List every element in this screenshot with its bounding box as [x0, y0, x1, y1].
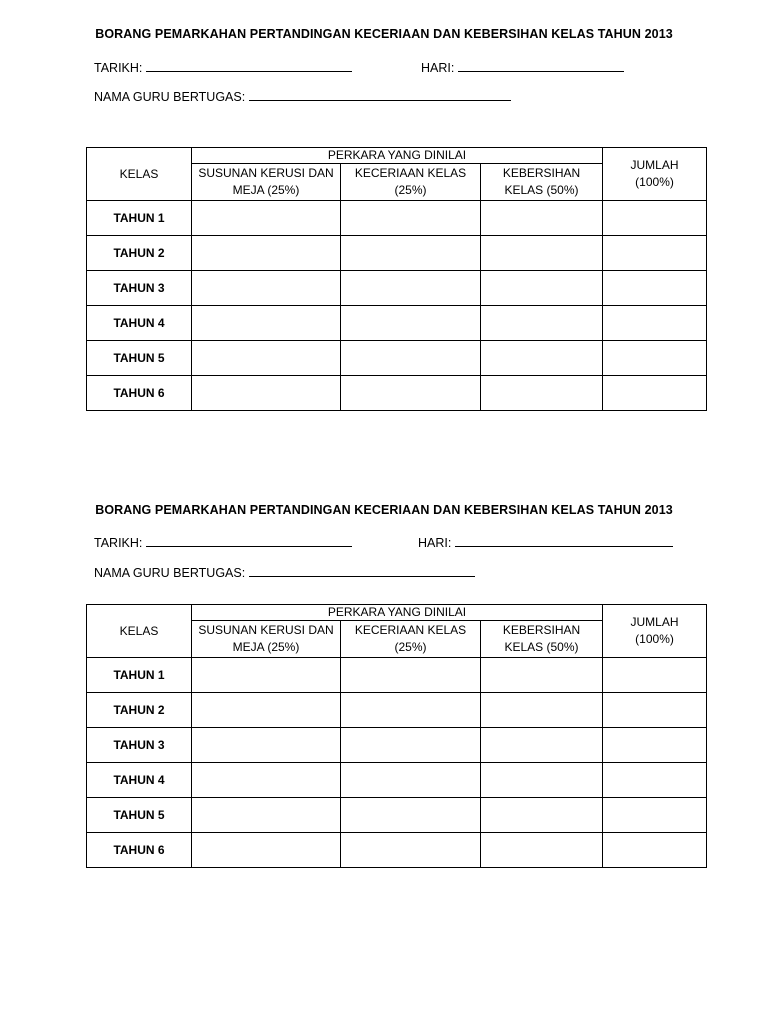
score-cell-susunan[interactable]: [192, 658, 341, 693]
row-label: TAHUN 3: [87, 728, 192, 763]
jumlah-header-line2: (100%): [635, 632, 674, 646]
score-cell-jumlah[interactable]: [603, 658, 707, 693]
table-row: [87, 833, 707, 868]
form-title: BORANG PEMARKAHAN PERTANDINGAN KECERIAAN DAN KEBERSIHAN KELAS TAHUN 2013: [95, 27, 673, 41]
tarikh-input-line[interactable]: [146, 60, 352, 72]
scoring-table: [86, 147, 707, 411]
score-cell-keceriaan[interactable]: [341, 798, 481, 833]
hari-label: HARI:: [421, 61, 455, 75]
jumlah-header-line2: (100%): [635, 175, 674, 189]
criteria-line2: (25%): [394, 640, 427, 654]
score-cell-keceriaan[interactable]: [341, 201, 481, 236]
kelas-header: KELAS: [87, 148, 192, 201]
score-cell-keceriaan[interactable]: [341, 763, 481, 798]
criteria-line2: MEJA (25%): [232, 640, 300, 654]
guru-label: NAMA GURU BERTUGAS:: [94, 90, 246, 104]
score-cell-kebersihan[interactable]: [481, 376, 603, 411]
row-label: TAHUN 2: [87, 236, 192, 271]
score-cell-jumlah[interactable]: [603, 763, 707, 798]
form-title: BORANG PEMARKAHAN PERTANDINGAN KECERIAAN DAN KEBERSIHAN KELAS TAHUN 2013: [95, 503, 673, 517]
table-row: [87, 693, 707, 728]
row-label: TAHUN 5: [87, 341, 192, 376]
score-cell-jumlah[interactable]: [603, 201, 707, 236]
score-cell-susunan[interactable]: [192, 271, 341, 306]
score-cell-keceriaan[interactable]: [341, 658, 481, 693]
row-label: TAHUN 5: [87, 798, 192, 833]
table-row: [87, 658, 707, 693]
hari-field: [421, 60, 624, 75]
jumlah-header: [603, 605, 707, 658]
row-label: TAHUN 6: [87, 833, 192, 868]
score-cell-jumlah[interactable]: [603, 728, 707, 763]
table-row: [87, 798, 707, 833]
score-cell-kebersihan[interactable]: [481, 833, 603, 868]
score-cell-jumlah[interactable]: [603, 798, 707, 833]
score-cell-kebersihan[interactable]: [481, 798, 603, 833]
criteria-line2: (25%): [394, 183, 427, 197]
scoring-form-2: [0, 476, 768, 956]
jumlah-header: [603, 148, 707, 201]
guru-input-line[interactable]: [249, 565, 475, 577]
criteria-line1: SUSUNAN KERUSI DAN: [198, 166, 334, 180]
score-cell-jumlah[interactable]: [603, 236, 707, 271]
hari-input-line[interactable]: [458, 60, 624, 72]
tarikh-field: [94, 535, 352, 550]
score-cell-susunan[interactable]: [192, 376, 341, 411]
table-row: [87, 201, 707, 236]
hari-field: [418, 535, 673, 550]
row-label: TAHUN 6: [87, 376, 192, 411]
score-cell-keceriaan[interactable]: [341, 376, 481, 411]
scoring-form-1: [0, 0, 768, 480]
criteria-header-kebersihan: [481, 164, 603, 201]
criteria-header-keceriaan: [341, 621, 481, 658]
score-cell-kebersihan[interactable]: [481, 693, 603, 728]
criteria-line1: SUSUNAN KERUSI DAN: [198, 623, 334, 637]
row-label: TAHUN 3: [87, 271, 192, 306]
criteria-line1: KECERIAAN KELAS: [354, 623, 467, 637]
criteria-line1: KEBERSIHAN: [502, 623, 581, 637]
table-row: [87, 728, 707, 763]
row-label: TAHUN 1: [87, 658, 192, 693]
score-cell-keceriaan[interactable]: [341, 306, 481, 341]
criteria-line1: KEBERSIHAN: [502, 166, 581, 180]
criteria-header-kebersihan: [481, 621, 603, 658]
tarikh-field: [94, 60, 352, 75]
score-cell-kebersihan[interactable]: [481, 271, 603, 306]
guru-input-line[interactable]: [249, 89, 511, 101]
table-row: [87, 271, 707, 306]
guru-label: NAMA GURU BERTUGAS:: [94, 566, 246, 580]
hari-input-line[interactable]: [455, 535, 673, 547]
score-cell-susunan[interactable]: [192, 693, 341, 728]
guru-field: [94, 89, 511, 104]
score-cell-kebersihan[interactable]: [481, 728, 603, 763]
score-cell-susunan[interactable]: [192, 798, 341, 833]
jumlah-header-line1: JUMLAH: [630, 158, 679, 172]
criteria-group-header: PERKARA YANG DINILAI: [192, 148, 603, 164]
score-cell-susunan[interactable]: [192, 306, 341, 341]
score-cell-kebersihan[interactable]: [481, 658, 603, 693]
score-cell-susunan[interactable]: [192, 201, 341, 236]
tarikh-input-line[interactable]: [146, 535, 352, 547]
score-cell-susunan[interactable]: [192, 341, 341, 376]
score-cell-jumlah[interactable]: [603, 341, 707, 376]
criteria-header-susunan: [192, 164, 341, 201]
row-label: TAHUN 4: [87, 306, 192, 341]
hari-label: HARI:: [418, 536, 452, 550]
score-cell-jumlah[interactable]: [603, 833, 707, 868]
table-row: [87, 341, 707, 376]
score-cell-keceriaan[interactable]: [341, 271, 481, 306]
score-cell-jumlah[interactable]: [603, 306, 707, 341]
score-cell-kebersihan[interactable]: [481, 236, 603, 271]
table-row: [87, 306, 707, 341]
scoring-table: [86, 604, 707, 868]
score-cell-jumlah[interactable]: [603, 271, 707, 306]
row-label: TAHUN 2: [87, 693, 192, 728]
score-cell-keceriaan[interactable]: [341, 693, 481, 728]
criteria-line2: KELAS (50%): [504, 183, 579, 197]
table-row: [87, 376, 707, 411]
criteria-header-susunan: [192, 621, 341, 658]
score-cell-jumlah[interactable]: [603, 693, 707, 728]
score-cell-susunan[interactable]: [192, 763, 341, 798]
row-label: TAHUN 4: [87, 763, 192, 798]
score-cell-kebersihan[interactable]: [481, 201, 603, 236]
jumlah-header-line1: JUMLAH: [630, 615, 679, 629]
criteria-line2: MEJA (25%): [232, 183, 300, 197]
score-cell-keceriaan[interactable]: [341, 728, 481, 763]
kelas-header: KELAS: [87, 605, 192, 658]
score-cell-keceriaan[interactable]: [341, 341, 481, 376]
tarikh-label: TARIKH:: [94, 61, 143, 75]
criteria-line2: KELAS (50%): [504, 640, 579, 654]
score-cell-kebersihan[interactable]: [481, 306, 603, 341]
score-cell-keceriaan[interactable]: [341, 236, 481, 271]
score-cell-susunan[interactable]: [192, 236, 341, 271]
table-row: [87, 236, 707, 271]
criteria-header-keceriaan: [341, 164, 481, 201]
criteria-group-header: PERKARA YANG DINILAI: [192, 605, 603, 621]
score-cell-susunan[interactable]: [192, 728, 341, 763]
score-cell-kebersihan[interactable]: [481, 763, 603, 798]
table-row: [87, 763, 707, 798]
row-label: TAHUN 1: [87, 201, 192, 236]
score-cell-jumlah[interactable]: [603, 376, 707, 411]
criteria-line1: KECERIAAN KELAS: [354, 166, 467, 180]
score-cell-kebersihan[interactable]: [481, 341, 603, 376]
score-cell-susunan[interactable]: [192, 833, 341, 868]
tarikh-label: TARIKH:: [94, 536, 143, 550]
guru-field: [94, 565, 475, 580]
score-cell-keceriaan[interactable]: [341, 833, 481, 868]
